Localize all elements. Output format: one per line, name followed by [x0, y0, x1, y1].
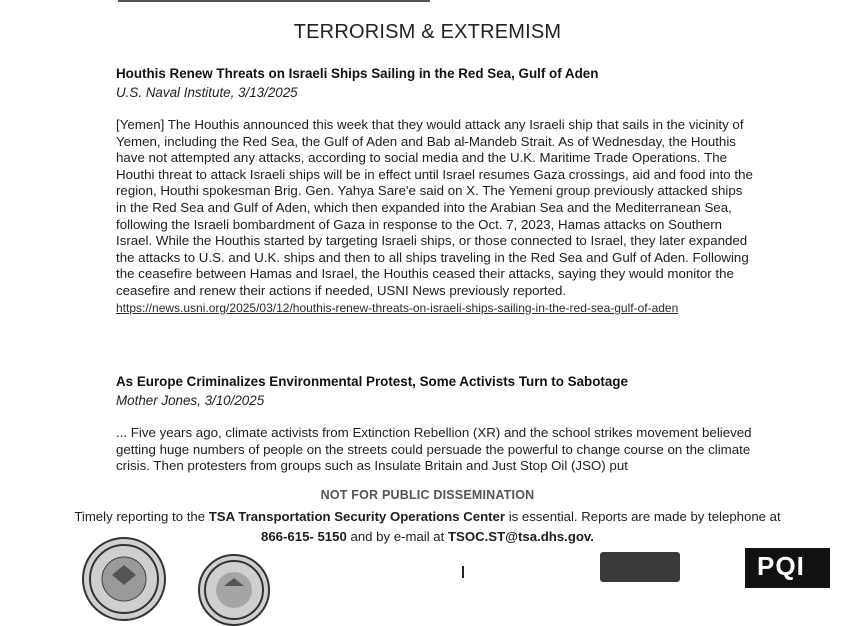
article-2-title: As Europe Criminalizes Environmental Protest, Some Activists Turn to Sabotage	[116, 374, 628, 389]
article-2-body: ... Five years ago, climate activists from Extinction Rebellion (XR) and the school strikes movement believed getting huge numbers of people on the streets could persuade the powerful to change course on the climate crisis. Then protesters from groups such as Insulate Britain and Just Stop Oil (JSO) put	[116, 425, 752, 474]
partner-logo-lettering: PQI	[757, 551, 805, 581]
dissemination-notice: NOT FOR PUBLIC DISSEMINATION	[320, 488, 535, 502]
top-divider	[118, 0, 430, 2]
article-1-source: U.S. Naval Institute, 3/13/2025	[116, 85, 298, 100]
article-2-source: Mother Jones, 3/10/2025	[116, 393, 265, 408]
footer-email[interactable]: TSOC.ST@tsa.dhs.gov.	[447, 529, 594, 544]
footer-line1-suffix: is essential. Reports are made by telephone at	[508, 509, 781, 524]
department-emblem-icon	[200, 556, 268, 624]
footer-org-name: TSA Transportation Security Operations Center	[208, 509, 506, 524]
footer-line2-mid: and by e-mail at	[350, 529, 445, 544]
article-1-text: [Yemen] The Houthis announced this week that they would attack any Israeli ship that sails in the vicinity of Yemen, including the Red Sea, the Gulf of Aden and Bab al-Mandeb Strait. As of Wednesday, the Houthis have not attempted any attacks, according to social media and the U.K. Maritime Trade Operations. The Houthi threat to attack Israeli ships will be in effect until Israel resumes Gaza crossings, aid and food into the region, Houthi spokesman Brig. Gen. Yahya Sare'e said on X. The Yemeni group previously attacked ships in the Red Sea and Gulf of Aden, which then expanded into the Arabian Sea and the Mediterranean Sea, following the Israeli bombardment of Gaza in response to the Oct. 7, 2023, Hamas attacks on Southern Israel. While the Houthis started by targeting Israeli ships, or those connected to Israel, they later expanded the attacks to U.S. and U.K. ships and then to all ships traveling in the Red Sea and Gulf of Aden. Following the ceasefire between Hamas and Israel, the Houthis ceased their attacks, saying they would monitor the ceasefire and renew their actions if needed, USNI News previously reported.	[116, 117, 753, 298]
footer-reporting-line	[0, 509, 855, 524]
footer-line1-prefix: Timely reporting to the	[74, 509, 206, 524]
footer-phone: 866-615- 5150	[261, 529, 347, 544]
article-1-title: Houthis Renew Threats on Israeli Ships Sailing in the Red Sea, Gulf of Aden	[116, 66, 599, 81]
partner-divider	[462, 566, 464, 578]
article-1-link[interactable]: https://news.usni.org/2025/03/12/houthis-renew-threats-on-israeli-ships-sailing-in-the-red-sea-gulf-of-aden	[116, 300, 679, 315]
agency-seal-logo	[82, 537, 166, 621]
article-1-body	[116, 117, 756, 359]
section-title: TERRORISM & EXTREMISM	[293, 21, 562, 43]
partner-logo	[600, 552, 680, 582]
department-seal-logo	[198, 554, 270, 626]
seal-emblem-icon	[84, 539, 164, 619]
